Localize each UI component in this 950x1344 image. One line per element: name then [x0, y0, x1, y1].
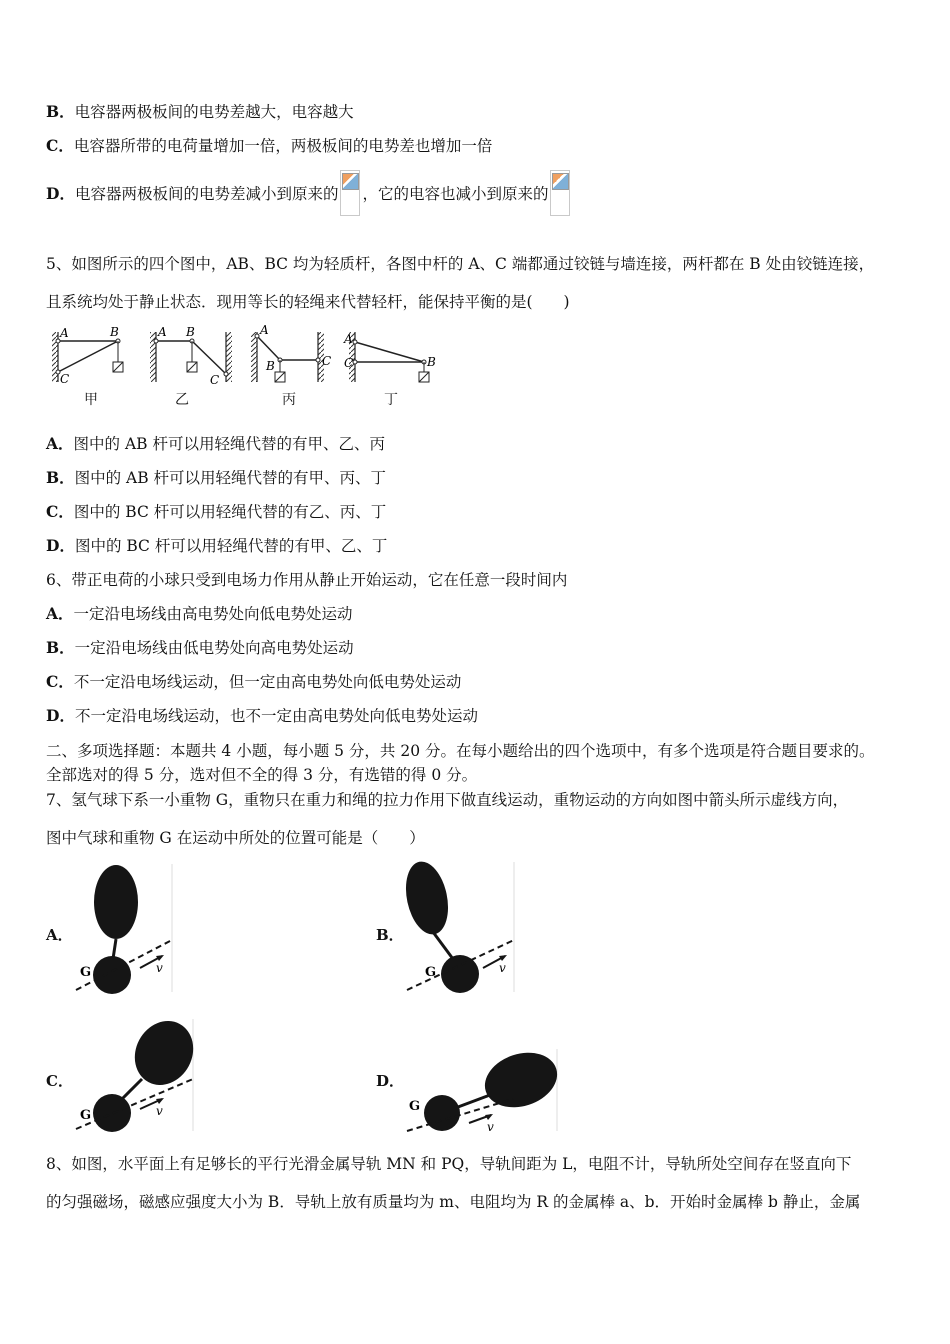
q7c-v-label: v [156, 1104, 163, 1118]
q7-option-c-label: C． [46, 1072, 73, 1090]
section2-heading-line2: 全部选对的得 5 分，选对但不全的得 3 分，有选错的得 0 分。 [46, 766, 478, 784]
q7b-g-label: G [425, 965, 437, 980]
fig-jia-label-a: A [60, 326, 69, 340]
q7a-g-label: G [80, 965, 92, 980]
figure-jia [52, 325, 123, 386]
fig-yi-label-c: C [210, 373, 220, 387]
section2-heading-line1: 二、多项选择题：本题共 4 小题，每小题 5 分，共 20 分。在每小题给出的四个选项中，有多个选项是符合题目要求的。 [46, 742, 875, 760]
fig-yi-label-a: A [158, 325, 167, 339]
fig-ding-label-a: A [344, 332, 353, 346]
broken-image-icon [340, 170, 360, 216]
q7-option-a-label: A． [46, 926, 73, 944]
q7d-v-label: v [487, 1120, 494, 1134]
q6-option-b: B．一定沿电场线由低电势处向高电势处运动 [46, 638, 354, 657]
q6-option-d: D．不一定沿电场线运动，也不一定由高电势处向低电势处运动 [46, 706, 478, 725]
q4-option-d-text2: ，它的电容也减小到原来的 [362, 185, 549, 203]
fig-bing-label-a: A [260, 323, 269, 337]
q4-option-d-label: D． [46, 184, 75, 203]
q5-option-a: A．图中的 AB 杆可以用轻绳代替的有甲、乙、丙 [46, 434, 385, 453]
q7-option-b-label: B． [376, 926, 404, 944]
q4-option-b-label: B． [46, 102, 75, 121]
q8-stem-line1: 8、如图，水平面上有足够长的平行光滑金属导轨 MN 和 PQ，导轨间距为 L，电阻不计，导轨所处空间存在竖直向下 [46, 1155, 852, 1173]
q4-option-c-text: 电容器所带的电荷量增加一倍，两极板间的电势差也增加一倍 [73, 137, 493, 155]
fig-jia-label-b: B [110, 325, 119, 339]
fig-yi-label-b: B [186, 325, 195, 339]
caption-yi: 乙 [175, 392, 189, 408]
q7a-v-label: v [156, 961, 163, 975]
q7-option-d-label: D． [376, 1072, 405, 1090]
q5-stem-line2: 且系统均处于静止状态．现用等长的轻绳来代替轻杆，能保持平衡的是( ) [46, 293, 570, 311]
q4-option-d-text1: 电容器两极板间的电势差减小到原来的 [74, 185, 339, 203]
q4-option-b [46, 101, 354, 123]
q6-option-a: A．一定沿电场线由高电势处向低电势处运动 [46, 604, 353, 623]
fig-ding-label-c: C [344, 356, 354, 370]
q8-stem-line2: 的匀强磁场，磁感应强度大小为 B．导轨上放有质量均为 m、电阻均为 R 的金属棒 a、b．开始时金属棒 b 静止，金属 [46, 1193, 861, 1211]
q7-figure-b [403, 858, 518, 996]
q5-option-d: D．图中的 BC 杆可以用轻绳代替的有甲、乙、丁 [46, 536, 388, 555]
fig-ding-label-b: B [427, 355, 436, 369]
q5-option-b: B．图中的 AB 杆可以用轻绳代替的有甲、丙、丁 [46, 468, 387, 487]
q4-option-c-label: C． [46, 136, 74, 155]
fig-bing-label-b: B [266, 359, 275, 373]
q4-option-b-text: 电容器两极板间的电势差越大，电容越大 [74, 103, 354, 121]
figure-ding [343, 332, 436, 382]
q7c-g-label: G [80, 1108, 92, 1123]
fig-bing-label-c: C [322, 354, 332, 368]
q7b-v-label: v [499, 961, 506, 975]
q7-stem-line2: 图中气球和重物 G 在运动中所处的位置可能是（ ） [46, 829, 425, 847]
caption-jia: 甲 [84, 392, 98, 408]
caption-ding: 丁 [384, 392, 398, 408]
q4-option-c [46, 135, 492, 157]
broken-image-icon [550, 170, 570, 216]
figure-yi [150, 325, 232, 387]
q5-option-c: C．图中的 BC 杆可以用轻绳代替的有乙、丙、丁 [46, 502, 387, 521]
q4-option-d [46, 170, 572, 216]
caption-bing: 丙 [282, 392, 296, 408]
q7-figure-c [72, 1015, 197, 1135]
q5-stem-line1: 5、如图所示的四个图中，AB、BC 均为轻质杆，各图中杆的 A、C 端都通过铰链与墙连接，两杆都在 B 处由铰链连接， [46, 255, 875, 273]
fig-jia-label-c: C [60, 372, 70, 386]
q7-figure-d [403, 1045, 561, 1135]
q6-option-c: C．不一定沿电场线运动，但一定由高电势处向低电势处运动 [46, 672, 462, 691]
q7d-g-label: G [409, 1099, 421, 1114]
q6-stem: 6、带正电荷的小球只受到电场力作用从静止开始运动，它在任意一段时间内 [46, 571, 568, 589]
figure-bing [251, 323, 331, 382]
q7-stem-line1: 7、氢气球下系一小重物 G，重物只在重力和绳的拉力作用下做直线运动，重物运动的方向如图中箭头所示虚线方向， [46, 791, 849, 809]
q7-figure-a [72, 860, 176, 996]
